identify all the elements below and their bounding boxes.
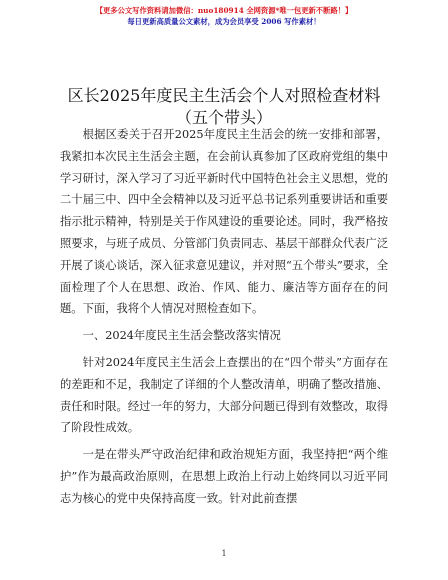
- title-line-1: 区长2025年度民主生活会个人对照检查材料: [67, 86, 381, 105]
- body-paragraph: 一是在带头严守政治纪律和政治规矩方面，我坚持把“两个维护”作为最高政治原则，在思想上政治上行动上始终同以习近平同志为核心的党中央保持高度一致。针对此前查摆: [60, 448, 388, 505]
- document-body: [60, 124, 388, 515]
- promo-banner: [0, 6, 448, 27]
- intro-paragraph: 根据区委关于召开2025年度民主生活会的统一安排和部署，我紧扣本次民主生活会主题，在会前认真参加了区政府党组的集中学习研讨，深入学习了习近平新时代中国特色社会主义思想，党的二十届三中、四中全会精神以及习近平总书记系列重要讲话和重要指示批示精神，特别是关于作风建设的重要论述。同时，我严格按照要求，与班子成员、分管部门负责同志、基层干部群众代表广泛开展了谈心谈话，深入征求意见建议，并对照“五个带头”要求，全面检理了个人在思想、政治、作风、能力、廉洁等方面存在的问题。下面，我将个人情况对照检查如下。: [60, 128, 388, 316]
- title-line-2: （五个带头）: [175, 108, 272, 127]
- page-number: 1: [221, 549, 227, 558]
- body-paragraph: 针对2024年度民主生活会上查摆出的在“四个带头”方面存在的差距和不足，我制定了详细的个人整改清单，明确了整改措施、责任和时限。经过一年的努力，大部分问题已得到有效整改，取得了阶段性成效。: [60, 355, 388, 435]
- document-title: [0, 85, 448, 129]
- section-heading-1: 一、2024年度民主生活会整改落实情况: [82, 329, 281, 343]
- banner-line-2: 每日更新高质量公文素材，成为会员享受 2006 写作素材！: [127, 17, 321, 26]
- banner-line-1: 【更多公文写作资料请加微信：nuo180914 全网资源*唯一包更新不断路！】: [95, 6, 353, 15]
